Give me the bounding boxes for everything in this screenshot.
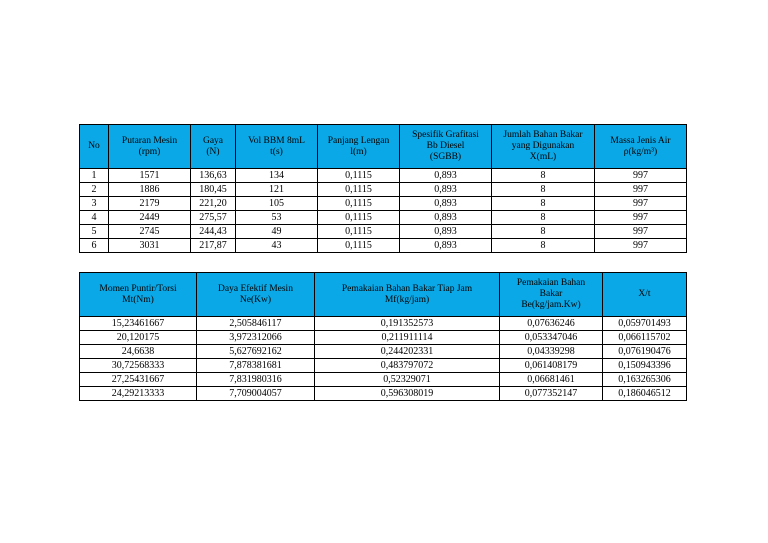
table-cell: 0,076190476 — [603, 345, 687, 359]
column-header-text: X/t — [638, 289, 651, 299]
table-cell: 217,87 — [191, 239, 236, 253]
table-cell: 105 — [236, 197, 318, 211]
table-cell: 997 — [595, 169, 687, 183]
column-header-text: Bb Diesel — [426, 141, 465, 151]
table-cell: 24,29213333 — [80, 387, 197, 401]
table-cell: 49 — [236, 225, 318, 239]
engine-results-table — [79, 272, 687, 401]
table-cell: 0,077352147 — [500, 387, 603, 401]
table-cell: 0,1115 — [318, 225, 400, 239]
table-cell: 8 — [492, 239, 595, 253]
column-header-text: t(s) — [270, 146, 283, 157]
table-cell: 20,120175 — [80, 331, 197, 345]
column-header — [197, 273, 315, 317]
table-cell: 2449 — [109, 211, 191, 225]
column-header-text: Panjang Lengan — [327, 135, 390, 146]
table-cell: 0,211911114 — [315, 331, 500, 345]
table-cell: 24,6638 — [80, 345, 197, 359]
table-cell: 0,061408179 — [500, 359, 603, 373]
table-cell: 0,596308019 — [315, 387, 500, 401]
column-header — [109, 125, 191, 169]
table-cell: 0,04339298 — [500, 345, 603, 359]
table-cell: 0,07636246 — [500, 317, 603, 331]
column-header-text: X(mL) — [529, 152, 557, 162]
column-header-text: (N) — [206, 146, 220, 157]
column-header — [492, 125, 595, 169]
table-cell: 7,831980316 — [197, 373, 315, 387]
table-cell: 6 — [80, 239, 109, 253]
column-header-text: l(m) — [350, 146, 367, 157]
table-cell: 7,709004057 — [197, 387, 315, 401]
table-row — [80, 373, 687, 387]
table-cell: 0,059701493 — [603, 317, 687, 331]
table-cell: 0,06681461 — [500, 373, 603, 387]
table-row — [80, 331, 687, 345]
table-cell: 5 — [80, 225, 109, 239]
table-cell: 4 — [80, 211, 109, 225]
table-cell: 0,893 — [400, 197, 492, 211]
table-row — [80, 225, 687, 239]
column-header — [603, 273, 687, 317]
table-cell: 7,878381681 — [197, 359, 315, 373]
table-cell: 997 — [595, 225, 687, 239]
table-cell: 5,627692162 — [197, 345, 315, 359]
table-cell: 8 — [492, 169, 595, 183]
column-header-text: Bakar — [539, 289, 563, 299]
table-cell: 0,893 — [400, 183, 492, 197]
table-cell: 275,57 — [191, 211, 236, 225]
column-header — [595, 125, 687, 169]
column-header — [500, 273, 603, 317]
table-cell: 0,52329071 — [315, 373, 500, 387]
table-cell: 1 — [80, 169, 109, 183]
table-cell: 997 — [595, 197, 687, 211]
table-cell: 997 — [595, 211, 687, 225]
table-cell: 1571 — [109, 169, 191, 183]
column-header-text: Be(kg/jam.Kw) — [521, 300, 581, 310]
table-cell: 221,20 — [191, 197, 236, 211]
table-row — [80, 239, 687, 253]
column-header-text: Momen Puntir/Torsi — [99, 283, 177, 294]
table-cell: 0,1115 — [318, 169, 400, 183]
table-cell: 53 — [236, 211, 318, 225]
table-row — [80, 211, 687, 225]
table-cell: 0,191352573 — [315, 317, 500, 331]
table-header-row — [80, 273, 687, 317]
column-header-text: Vol BBM 8mL — [248, 135, 305, 146]
table-cell: 0,244202331 — [315, 345, 500, 359]
table-cell: 244,43 — [191, 225, 236, 239]
table-cell: 8 — [492, 211, 595, 225]
table-cell: 1886 — [109, 183, 191, 197]
table-cell: 0,893 — [400, 169, 492, 183]
table-cell: 136,63 — [191, 169, 236, 183]
table-row — [80, 345, 687, 359]
table-row — [80, 169, 687, 183]
column-header — [315, 273, 500, 317]
table-cell: 15,23461667 — [80, 317, 197, 331]
table-cell: 2745 — [109, 225, 191, 239]
table-cell: 0,1115 — [318, 183, 400, 197]
column-header — [80, 273, 197, 317]
column-header-text: Daya Efektif Mesin — [218, 283, 293, 294]
table-row — [80, 359, 687, 373]
column-header-text: Pemakaian Bahan Bakar Tiap Jam — [341, 283, 473, 294]
engine-parameters-table — [79, 124, 687, 253]
column-header-text: yang Digunakan — [511, 141, 575, 151]
table-cell: 3 — [80, 197, 109, 211]
table-cell: 0,1115 — [318, 197, 400, 211]
column-header-text: Pemakaian Bahan — [516, 278, 586, 288]
table-row — [80, 197, 687, 211]
table-cell: 8 — [492, 225, 595, 239]
table-cell: 0,053347046 — [500, 331, 603, 345]
column-header-text: Spesifik Grafitasi — [412, 130, 479, 140]
table-cell: 3,972312066 — [197, 331, 315, 345]
table-header-row — [80, 125, 687, 169]
table-cell: 0,893 — [400, 225, 492, 239]
table-cell: 8 — [492, 197, 595, 211]
column-header — [400, 125, 492, 169]
column-header-text: Putaran Mesin — [121, 135, 178, 146]
table-cell: 27,25431667 — [80, 373, 197, 387]
table-cell: 2,505846117 — [197, 317, 315, 331]
table-cell: 0,1115 — [318, 239, 400, 253]
table-cell: 0,066115702 — [603, 331, 687, 345]
table-cell: 0,893 — [400, 239, 492, 253]
table-cell: 3031 — [109, 239, 191, 253]
column-header-text: Mt(Nm) — [122, 294, 154, 305]
table-cell: 997 — [595, 239, 687, 253]
table-cell: 2179 — [109, 197, 191, 211]
column-header — [191, 125, 236, 169]
column-header-text: (rpm) — [138, 146, 161, 157]
column-header-text: Gaya — [202, 135, 224, 146]
table-cell: 2 — [80, 183, 109, 197]
table-cell: 0,893 — [400, 211, 492, 225]
table-cell: 43 — [236, 239, 318, 253]
column-header-text: (SGBB) — [429, 152, 462, 162]
table-cell: 0,186046512 — [603, 387, 687, 401]
table-cell: 8 — [492, 183, 595, 197]
column-header-text: ρ(kg/m³) — [623, 146, 658, 157]
column-header-text: Mf(kg/jam) — [384, 294, 430, 305]
table-cell: 0,483797072 — [315, 359, 500, 373]
column-header-text: Massa Jenis Air — [610, 135, 671, 146]
table-cell: 121 — [236, 183, 318, 197]
table-cell: 134 — [236, 169, 318, 183]
column-header-text: No — [88, 141, 100, 151]
table-cell: 0,163265306 — [603, 373, 687, 387]
column-header — [80, 125, 109, 169]
table-row — [80, 183, 687, 197]
column-header-text: Ne(Kw) — [239, 294, 272, 305]
table-cell: 0,150943396 — [603, 359, 687, 373]
column-header — [236, 125, 318, 169]
column-header — [318, 125, 400, 169]
column-header-text: Jumlah Bahan Bakar — [503, 130, 583, 140]
table-cell: 30,72568333 — [80, 359, 197, 373]
table-cell: 0,1115 — [318, 211, 400, 225]
table-cell: 997 — [595, 183, 687, 197]
table-row — [80, 317, 687, 331]
table-cell: 180,45 — [191, 183, 236, 197]
table-row — [80, 387, 687, 401]
